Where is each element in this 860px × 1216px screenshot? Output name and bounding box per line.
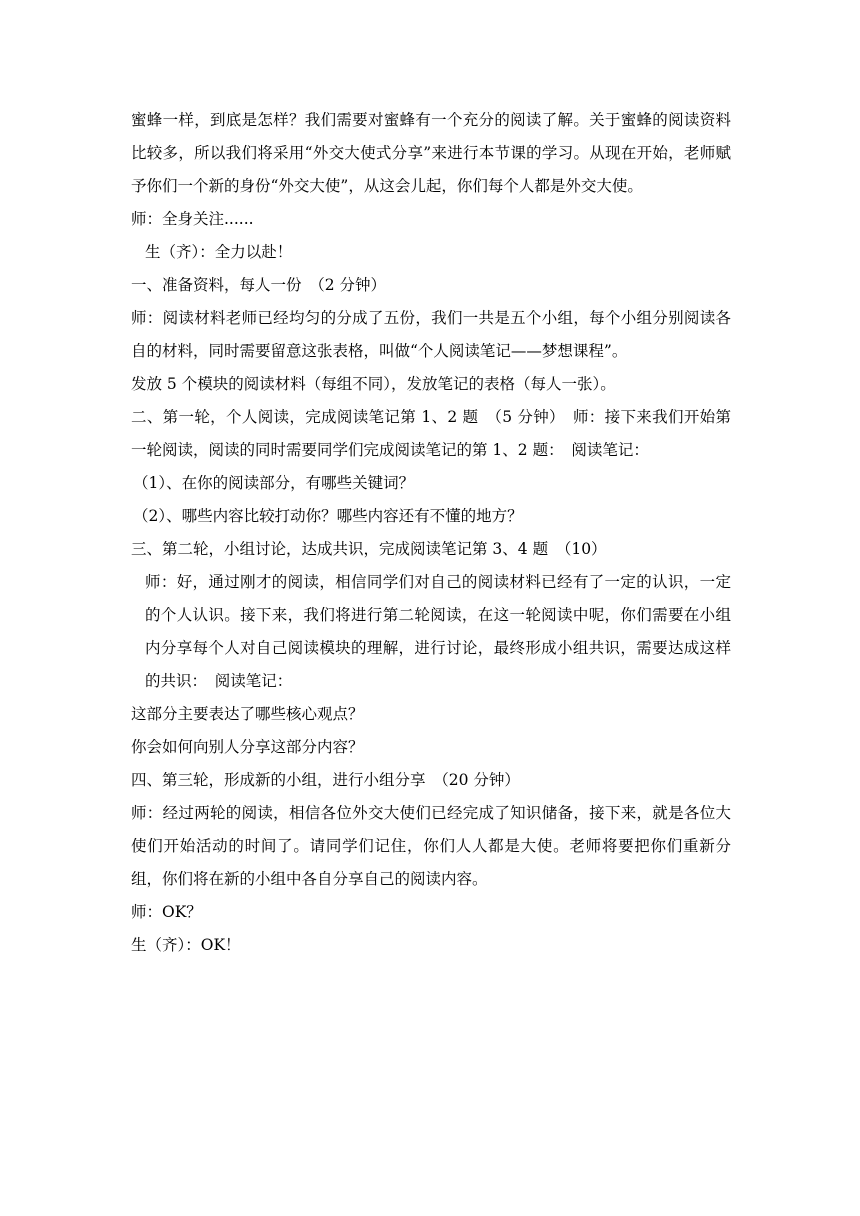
note-question-2: （2）、哪些内容比较打动你？哪些内容还有不懂的地方？	[133, 507, 523, 525]
document-body	[131, 104, 731, 962]
note-question-1: （1）、在你的阅读部分，有哪些关键词？	[133, 474, 415, 492]
paragraph-teacher-ok: 师：OK？	[131, 903, 202, 921]
section-heading-4: 四、第三轮，形成新的小组，进行小组分享 （20 分钟）	[131, 771, 520, 789]
paragraph-distribute: 发放 5 个模块的阅读材料（每组不同），发放笔记的表格（每人一张）。	[131, 375, 616, 393]
note-question-4: 你会如何向别人分享这部分内容？	[131, 738, 364, 756]
note-question-3: 这部分主要表达了哪些核心观点？	[131, 705, 364, 723]
paragraph-students-ok: 生（齐）：OK！	[131, 936, 241, 954]
paragraph-students-reply: 生（齐）：全力以赴！	[145, 243, 293, 261]
section-heading-2: 二、第一轮，个人阅读，完成阅读笔记第 1、2 题 （5 分钟） 师：接下来我们开始第一轮阅读，阅读的同时需要同学们完成阅读笔记的第 1、2 题： 阅读笔记：	[131, 408, 731, 459]
paragraph-teacher-round2: 师：好，通过刚才的阅读，相信同学们对自己的阅读材料已经有了一定的认识，一定的个人认识。接下来，我们将进行第二轮阅读，在这一轮阅读中呢，你们需要在小组内分享每个人对自己阅读模块的理解，进行讨论，最终形成小组共识，需要达成这样的共识： 阅读笔记：	[145, 573, 731, 690]
paragraph-teacher-attention: 师：全身关注......	[131, 210, 254, 228]
paragraph-teacher-round3: 师：经过两轮的阅读，相信各位外交大使们已经完成了知识储备，接下来，就是各位大使们开始活动的时间了。请同学们记住，你们人人都是大使。老师将要把你们重新分组，你们将在新的小组中各自分享自己的阅读内容。	[131, 804, 731, 888]
paragraph-teacher-materials: 师：阅读材料老师已经均匀的分成了五份，我们一共是五个小组，每个小组分别阅读各自的材料，同时需要留意这张表格，叫做“个人阅读笔记——梦想课程”。	[131, 309, 731, 360]
paragraph-intro: 蜜蜂一样，到底是怎样？我们需要对蜜蜂有一个充分的阅读了解。关于蜜蜂的阅读资料比较多，所以我们将采用“外交大使式分享”来进行本节课的学习。从现在开始，老师赋予你们一个新的身份“外交大使”，从这会儿起，你们每个人都是外交大使。	[131, 111, 731, 195]
section-heading-1: 一、准备资料，每人一份 （2 分钟）	[131, 276, 387, 294]
section-heading-3: 三、第二轮，小组讨论，达成共识，完成阅读笔记第 3、4 题 （10）	[131, 540, 607, 558]
